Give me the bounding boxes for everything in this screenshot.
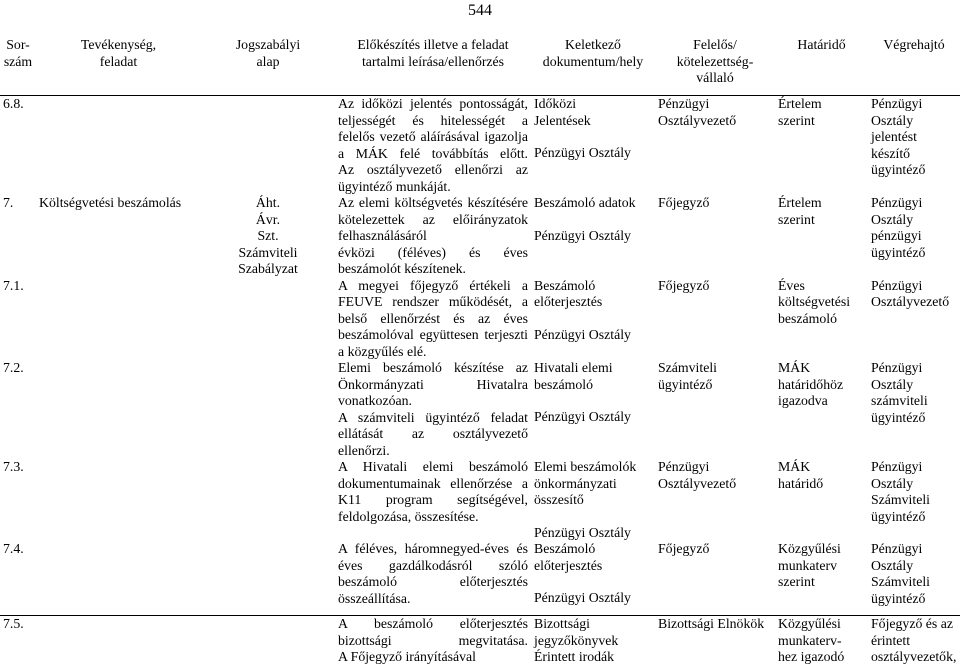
cell-line: Érintett irodák	[534, 649, 615, 664]
cell-line: MÁK	[778, 459, 811, 474]
cell-line: Felelős/	[693, 37, 737, 52]
cell-line: A Hivatali elemi beszámoló	[338, 459, 528, 474]
cell-num: 7.4.	[3, 541, 24, 556]
cell-line: Sor-	[6, 37, 30, 52]
cell-doc	[531, 96, 655, 196]
cell-activity	[36, 459, 201, 541]
cell-line: beszámoló	[534, 376, 594, 392]
cell-line: Osztály	[871, 376, 914, 392]
cell-responsible	[655, 459, 775, 541]
cell-line: Éves	[778, 277, 805, 293]
cell-line: jegyzőkönyvek	[534, 632, 619, 648]
cell-line: Közgyűlési	[778, 541, 841, 556]
cell-line: Tevékenység,	[80, 37, 157, 52]
cell-line: ellenőrzi.	[338, 442, 390, 458]
cell-activity: Költségvetési beszámolás	[39, 195, 182, 210]
cell-line: Beszámoló	[534, 277, 596, 293]
cell-line: teljességét és hitelességét a	[338, 112, 528, 128]
cell-line: feladat	[99, 53, 138, 69]
cell-line: A megyei főjegyző értékeli a	[338, 277, 528, 293]
cell-executor	[868, 278, 960, 361]
cell-executor	[868, 616, 960, 666]
cell-num: 7.3.	[3, 459, 24, 474]
table-row	[0, 195, 960, 278]
cell-line: tartalmi leírása/ellenőrzés	[361, 53, 505, 69]
cell-line: Főjegyző	[658, 277, 710, 293]
cell-line: előterjesztés	[534, 557, 603, 573]
cell-line: szerint	[778, 112, 815, 128]
cell-line: vállaló	[696, 70, 734, 85]
cell-activity	[36, 360, 201, 459]
cell-doc	[531, 360, 655, 459]
cell-line: felhasználásáról	[338, 228, 427, 243]
cell-line: MÁK	[778, 360, 811, 375]
cell-line: Osztály	[871, 112, 914, 128]
cell-line: határidő	[778, 475, 824, 491]
cell-legal	[201, 360, 335, 459]
cell-line: jelentést készítő	[871, 129, 917, 161]
cell-line: Pénzügyi	[658, 459, 710, 474]
cell-line: feldolgozása, összesítése.	[338, 508, 479, 524]
cell-line: A féléves, háromnegyed-éves és	[338, 541, 528, 556]
cell-responsible	[655, 195, 775, 278]
cell-line: FEUVE rendszer működését, a	[338, 294, 528, 309]
cell-prep	[335, 195, 531, 278]
cell-doc	[531, 278, 655, 361]
cell-num: 7.	[3, 195, 14, 210]
cell-line	[534, 574, 652, 590]
cell-line: ügyintéző	[871, 162, 926, 177]
cell-line: a közgyűlés elé.	[338, 343, 427, 359]
cell-line: Értelem	[778, 195, 822, 210]
cell-line: ügyintéző munkáját.	[338, 178, 451, 194]
cell-line: Pénzügyi Osztály	[534, 409, 631, 424]
cell-responsible	[655, 360, 775, 459]
cell-line: Elemi beszámolók	[534, 459, 637, 474]
cell-deadline	[775, 360, 868, 459]
cell-prep	[335, 278, 531, 361]
cell-line: kötelezettség-	[676, 53, 754, 69]
cell-line: Osztályvezető	[871, 294, 950, 309]
cell-prep	[335, 96, 531, 196]
cell-line: Az időközi jelentés pontosságát,	[338, 96, 528, 111]
cell-line: Osztályvezető	[658, 475, 737, 491]
cell-executor	[868, 360, 960, 459]
cell-deadline	[775, 96, 868, 196]
cell-line: Pénzügyi	[871, 277, 923, 293]
cell-line: Jogszabályi	[235, 37, 301, 52]
cell-line: Pénzügyi Osztály	[534, 326, 631, 342]
cell-line: önkormányzati	[534, 475, 617, 491]
cell-line: Számviteli	[871, 574, 931, 589]
cell-line: Pénzügyi Osztály	[534, 590, 631, 605]
cell-prep	[335, 541, 531, 607]
cell-line: Pénzügyi	[871, 459, 923, 474]
cell-executor	[868, 541, 960, 607]
cell-line: Értelem	[778, 96, 822, 111]
cell-prep	[335, 459, 531, 541]
cell-legal	[201, 616, 335, 666]
header-resp	[655, 37, 775, 96]
cell-line: Beszámoló adatok	[534, 195, 636, 210]
cell-line: A számviteli ügyintéző feladat	[338, 409, 528, 425]
cell-line: Az elemi költségvetés készítésére	[338, 195, 528, 210]
cell-line: Pénzügyi Osztály	[534, 524, 631, 540]
cell-line: Főjegyző és az	[871, 616, 953, 631]
cell-line: a MÁK felé továbbítás előtt.	[338, 145, 528, 161]
table-row	[0, 459, 960, 541]
cell-line: Pénzügyi	[871, 195, 923, 210]
cell-line: Beszámoló	[534, 541, 596, 556]
cell-line: Az osztályvezető ellenőrzi az	[338, 162, 528, 177]
cell-num: 6.8.	[3, 96, 24, 111]
cell-line: K11 program segítségével,	[338, 492, 528, 507]
cell-line: ügyintéző	[871, 508, 926, 524]
cell-num: 7.5.	[3, 616, 24, 631]
cell-line	[534, 393, 652, 409]
cell-line: Osztály	[871, 557, 914, 573]
cell-line: bizottsági megvitatása.	[338, 632, 528, 648]
cell-line: ellátását az osztályvezető	[338, 426, 528, 441]
cell-line: alap	[256, 53, 280, 69]
cell-responsible	[655, 278, 775, 361]
cell-line: költségvetési	[778, 294, 851, 309]
cell-line: Pénzügyi Osztály	[534, 145, 631, 160]
cell-line: Pénzügyi	[871, 360, 923, 375]
cell-legal	[201, 459, 335, 541]
cell-line: Keletkező	[565, 37, 621, 52]
table-row	[0, 541, 960, 607]
cell-line: Előkészítés illetve a feladat	[357, 37, 509, 52]
cell-line: pénzügyi	[871, 228, 922, 243]
cell-line: ügyintéző	[658, 376, 713, 392]
cell-line	[534, 509, 652, 525]
header-num	[0, 37, 36, 96]
cell-line: Bizottsági Elnökök	[658, 616, 765, 631]
cell-line: kötelezettek az előirányzatok	[338, 211, 528, 227]
cell-line: Osztályvezető	[658, 112, 737, 128]
cell-line: Szabályzat	[238, 261, 298, 276]
header-deadline	[775, 37, 868, 96]
header-activity	[36, 37, 201, 96]
cell-line: Pénzügyi	[871, 96, 923, 111]
cell-line: A beszámoló előterjesztés	[338, 616, 528, 631]
cell-line: szerint	[778, 211, 815, 227]
cell-line: osztályvezetők,	[871, 649, 957, 664]
cell-line: Pénzügyi	[871, 541, 923, 556]
cell-line: hez igazodó	[778, 649, 845, 664]
cell-activity	[36, 616, 201, 666]
cell-line: munkaterv-	[778, 632, 842, 648]
header-exec	[868, 37, 960, 96]
cell-activity	[36, 541, 201, 607]
table-body	[0, 96, 960, 666]
cell-responsible	[655, 616, 775, 666]
cell-line: Pénzügyi Osztály	[534, 227, 631, 243]
cell-line: Áht.	[255, 195, 281, 210]
cell-prep	[335, 360, 531, 459]
cell-line: Hivatali elemi	[534, 360, 613, 375]
cell-line: összeállítása.	[338, 590, 411, 606]
table-row	[0, 360, 960, 459]
cell-line: ügyintéző	[871, 244, 926, 260]
header-row	[0, 37, 960, 96]
cell-responsible	[655, 96, 775, 196]
cell-line: Főjegyző	[658, 541, 710, 556]
cell-legal	[201, 541, 335, 607]
cell-line: Bizottsági	[534, 616, 590, 631]
cell-line: Végrehajtó	[883, 37, 945, 52]
cell-line: Önkormányzati Hivatalra	[338, 376, 528, 392]
cell-line: vonatkozóan.	[338, 393, 412, 408]
header-legal	[201, 37, 335, 96]
cell-deadline	[775, 459, 868, 541]
cell-deadline	[775, 278, 868, 361]
cell-line: igazodva	[778, 393, 828, 408]
cell-line: Számviteli	[238, 244, 298, 260]
cell-deadline	[775, 541, 868, 607]
cell-line: beszámoló	[778, 310, 838, 326]
cell-line: Jelentések	[534, 112, 591, 128]
cell-line: Elemi beszámoló készítése az	[338, 360, 528, 375]
cell-deadline	[775, 195, 868, 278]
table-row	[0, 616, 960, 666]
cell-line: éves gazdálkodásról szóló	[338, 557, 528, 573]
cell-legal	[201, 195, 335, 278]
section-divider	[0, 607, 960, 616]
cell-line	[534, 311, 652, 327]
cell-line: Osztály	[871, 475, 914, 491]
cell-deadline	[775, 616, 868, 666]
cell-line: dokumentum/hely	[542, 53, 644, 69]
cell-line: ügyintéző	[871, 409, 926, 425]
cell-executor	[868, 459, 960, 541]
cell-line: ügyintéző	[871, 590, 926, 606]
cell-activity	[36, 278, 201, 361]
table-row	[0, 96, 960, 196]
cell-line: Határidő	[797, 37, 846, 52]
cell-line: Közgyűlési	[778, 616, 841, 631]
cell-legal	[201, 96, 335, 196]
cell-line: dokumentumainak ellenőrzése a	[338, 475, 528, 491]
cell-doc	[531, 616, 655, 666]
cell-line: belső ellenőrzést és az éves	[338, 310, 528, 326]
page-number: 544	[468, 2, 492, 19]
cell-line: beszámolót készítenek.	[338, 261, 466, 276]
cell-line: évközi (féléves) és éves	[338, 244, 528, 260]
cell-line: munkaterv	[778, 557, 838, 573]
cell-line: Ávr.	[255, 211, 281, 227]
cell-line: érintett	[871, 632, 911, 648]
cell-line	[534, 212, 652, 228]
header-doc	[531, 37, 655, 96]
cell-line: számviteli	[871, 393, 928, 408]
cell-prep	[335, 616, 531, 666]
header-prep	[335, 37, 531, 96]
cell-line: Időközi	[534, 96, 577, 111]
cell-line: határidőhöz	[778, 376, 844, 392]
cell-line: szám	[3, 53, 33, 69]
cell-executor	[868, 195, 960, 278]
cell-line	[534, 129, 652, 145]
cell-line: Pénzügyi	[658, 96, 710, 111]
cell-doc	[531, 541, 655, 607]
cell-num: 7.1.	[3, 277, 24, 293]
cell-legal	[201, 278, 335, 361]
cell-line: beszámoló előterjesztés	[338, 574, 528, 589]
cell-responsible	[655, 541, 775, 607]
cell-line: Szt.	[257, 228, 279, 243]
cell-line: beszámolóval együttesen terjeszti	[338, 327, 528, 342]
cell-doc	[531, 195, 655, 278]
cell-executor	[868, 96, 960, 196]
cell-line: összesítő	[534, 492, 584, 507]
cell-activity	[36, 96, 201, 196]
cell-line: szerint	[778, 574, 815, 589]
cell-num: 7.2.	[3, 360, 24, 375]
table-row	[0, 278, 960, 361]
cell-doc	[531, 459, 655, 541]
cell-line: A Főjegyző irányításával	[338, 649, 476, 664]
procedure-table	[0, 37, 960, 666]
cell-line: Főjegyző	[658, 195, 710, 210]
cell-line: Számviteli	[871, 492, 931, 507]
cell-line: Osztály	[871, 211, 914, 227]
cell-line: felelős vezető aláírásával igazolja	[338, 129, 528, 144]
cell-line: előterjesztés	[534, 294, 603, 309]
cell-line: Számviteli	[658, 360, 718, 375]
